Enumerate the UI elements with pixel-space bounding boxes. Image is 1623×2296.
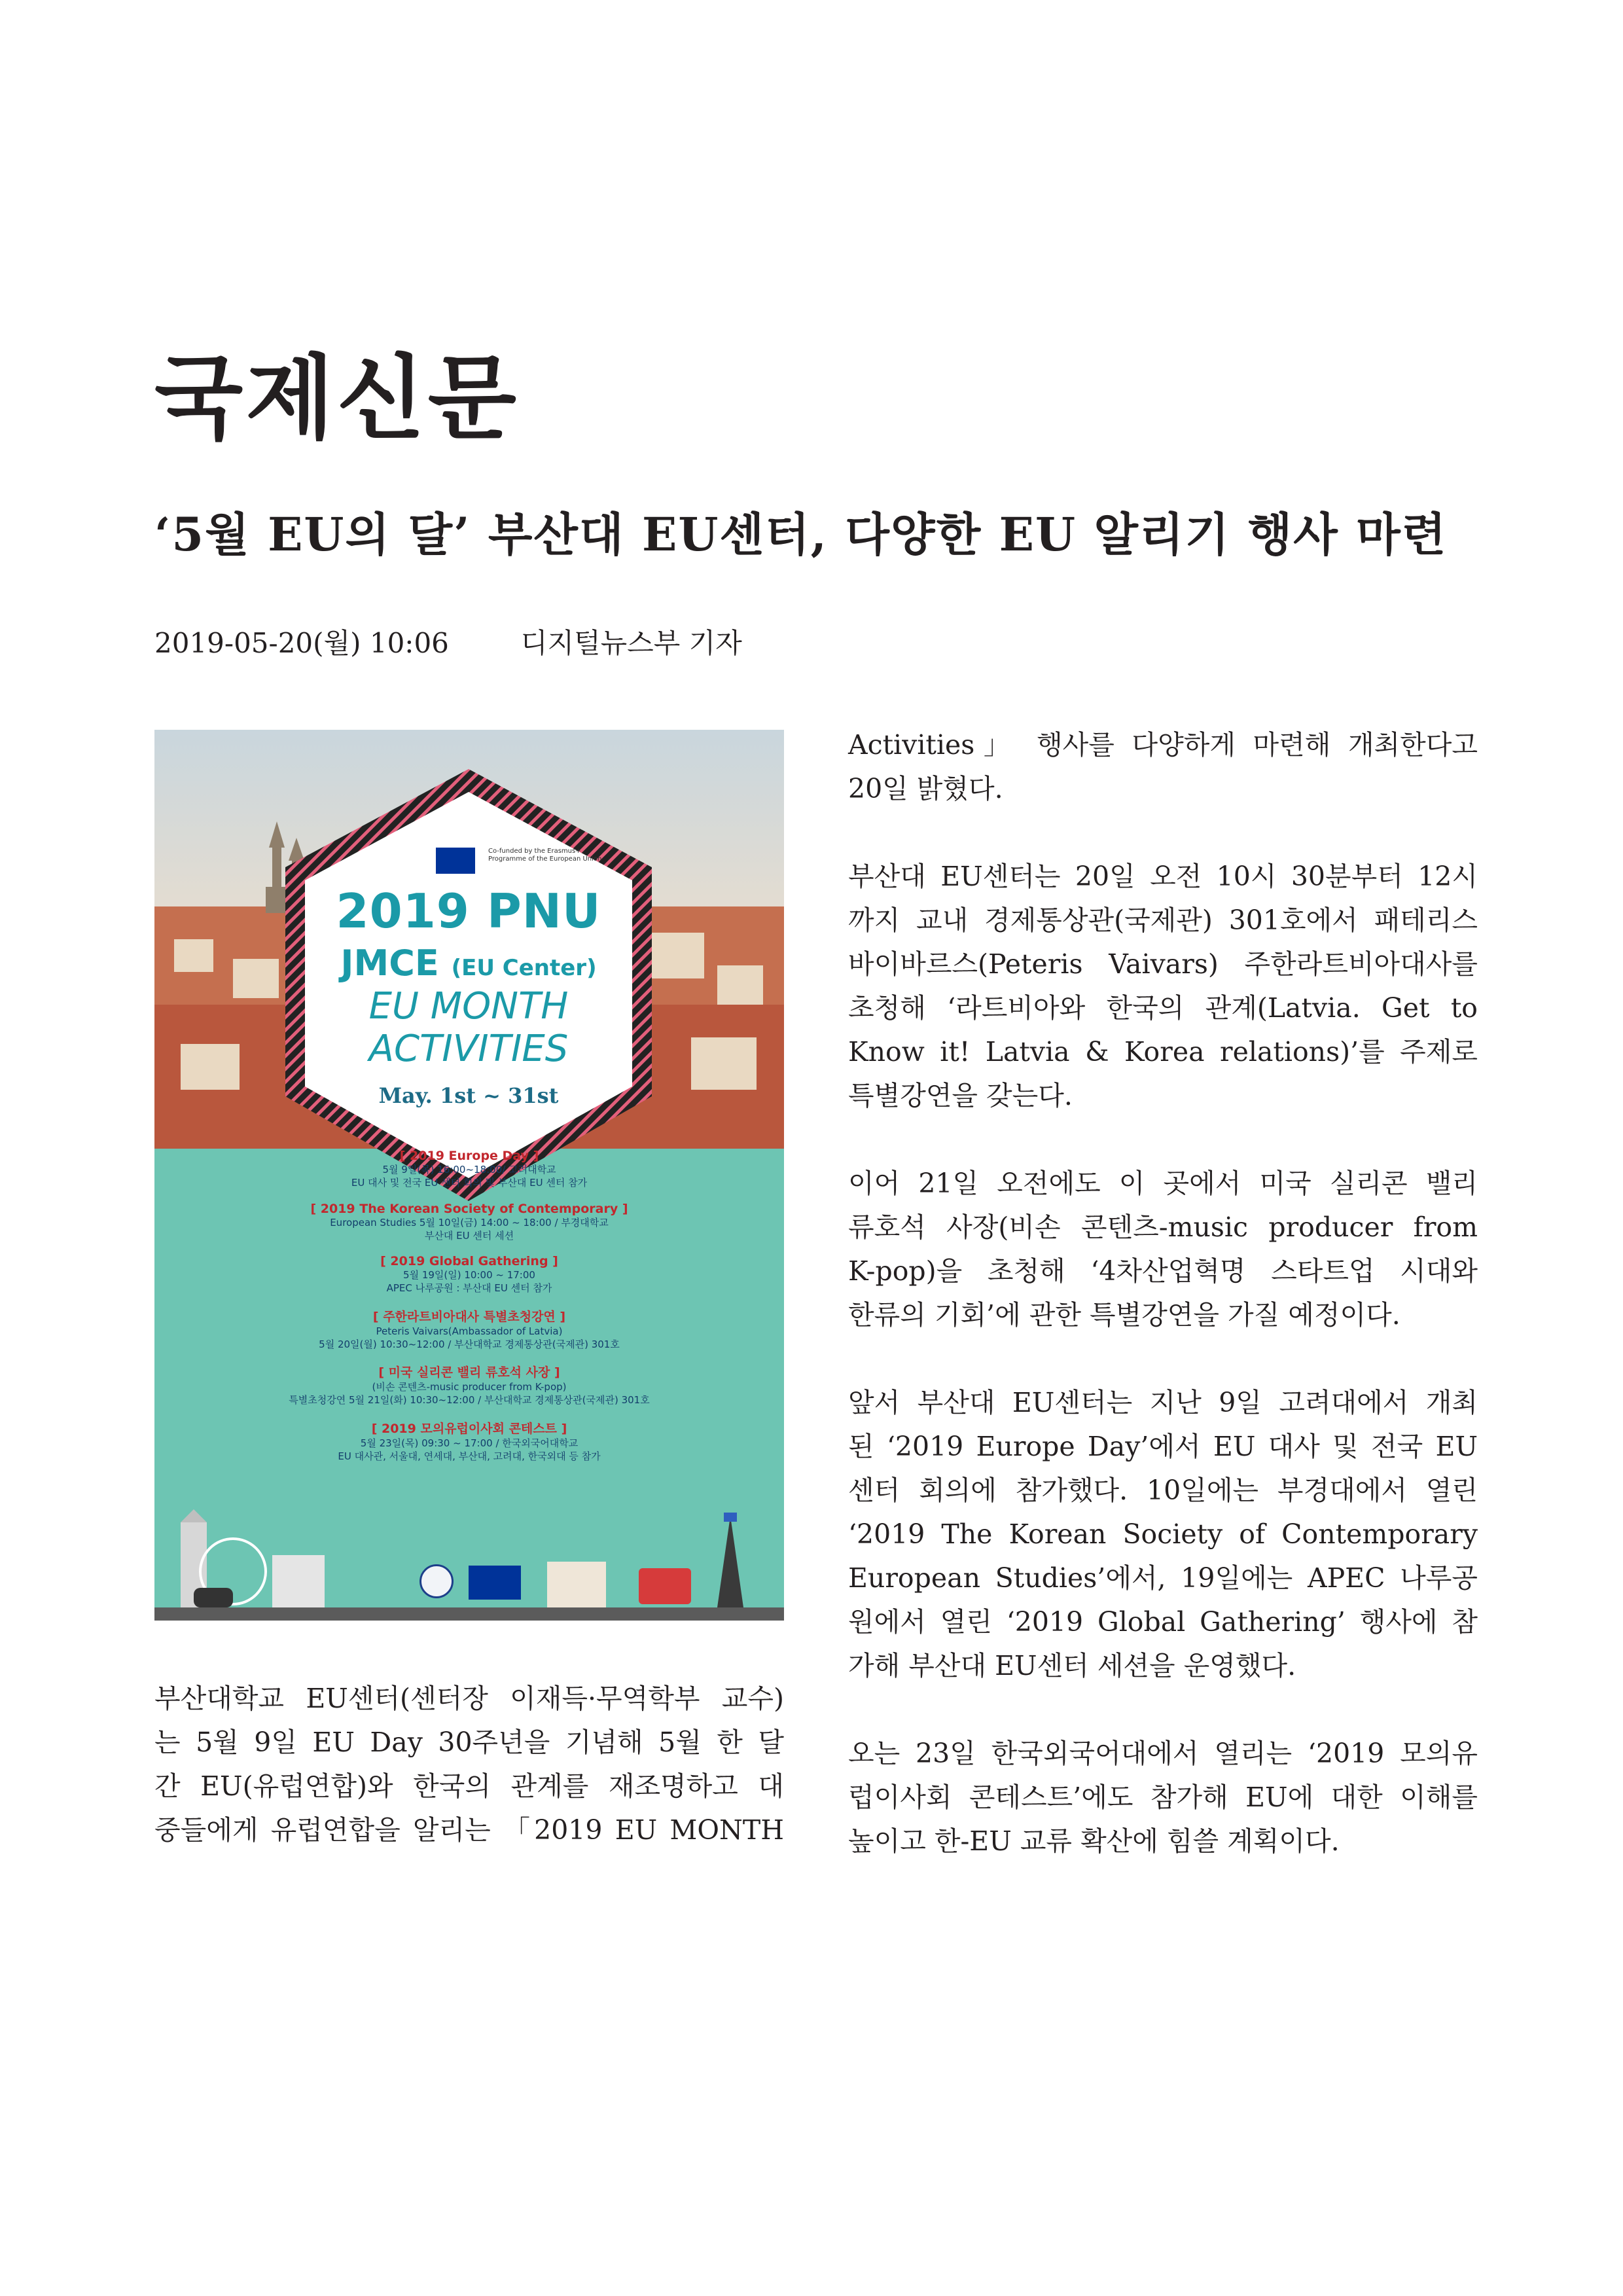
article-paragraph: [848, 1162, 1478, 1337]
article-line: 류호석 사장(비손 콘텐츠-music producer from: [848, 1211, 1478, 1243]
article-paragraph: [848, 1732, 1478, 1863]
article-column-left: [154, 1677, 784, 1852]
article-line: 20일 밝혔다.: [848, 773, 1003, 804]
reporter-name: 디지털뉴스부 기자: [520, 627, 742, 659]
article-line: 는 5월 9일 EU Day 30주년을 기념해 5월 한 달: [154, 1727, 784, 1758]
article-column-right: [848, 723, 1478, 1863]
event-detail: 5월 20일(월) 10:30~12:00 / 부산대학교 경제통상관(국제관) 301호: [319, 1338, 620, 1350]
poster-event-list: [154, 1149, 784, 1475]
event-title: [ 2019 모의유럽이사회 콘테스트 ]: [371, 1421, 567, 1436]
article-paragraph: [848, 855, 1478, 1118]
poster-title-line2: [272, 942, 665, 984]
article-line: 특별강연을 갖는다.: [848, 1080, 1073, 1111]
eu-flag-icon: [469, 1566, 521, 1600]
article-line: 초청해 ‘라트비아와 한국의 관계(Latvia. Get to: [848, 992, 1478, 1024]
event-detail: EU 대사관, 서울대, 연세대, 부산대, 고려대, 한국외대 등 참가: [338, 1450, 601, 1462]
article-line: 까지 교내 경제통상관(국제관) 301호에서 패테리스: [848, 905, 1478, 936]
event-detail: Peteris Vaivars(Ambassador of Latvia): [376, 1325, 563, 1337]
poster-title-line4: ACTIVITIES: [368, 1028, 569, 1070]
event-title: [ 2019 Global Gathering ]: [380, 1254, 558, 1268]
event-detail: 5월 9일(목) 16:00~18:00/ 고려대학교: [382, 1164, 556, 1175]
event-title: [ 주한라트비아대사 특별초청강연 ]: [372, 1309, 566, 1324]
article-line: European Studies’에서, 19일에는 APEC 나루공: [848, 1562, 1478, 1594]
event-poster-image: [154, 730, 784, 1621]
newspaper-masthead: 국제신문: [154, 346, 519, 452]
event-detail: 5월 23일(목) 09:30 ~ 17:00 / 한국외국어대학교: [360, 1437, 579, 1449]
event-detail: 5월 19일(일) 10:00 ~ 17:00: [403, 1269, 535, 1281]
article-line: ‘2019 The Korean Society of Contemporary: [848, 1518, 1478, 1550]
poster-event: [154, 1202, 784, 1243]
poster-jmce: JMCE: [340, 942, 439, 984]
event-detail: 특별초청강연 5월 21일(화) 10:30~12:00 / 부산대학교 경제통상관(국제관) 301호: [289, 1394, 650, 1407]
article-line: 럽이사회 콘테스트’에도 참가해 EU에 대한 이해를: [848, 1782, 1478, 1813]
article-byline: [154, 627, 742, 660]
poster-event: [154, 1419, 784, 1463]
event-detail: EU 대사 및 전국 EU 센터 회의 및 부산대 EU 센터 참가: [351, 1177, 588, 1189]
poster-date: May. 1st ~ 31st: [378, 1083, 559, 1108]
article-line: 한류의 기회’에 관한 특별강연을 가질 예정이다.: [848, 1299, 1400, 1331]
article-line: K-pop)을 초청해 ‘4차산업혁명 스타트업 시대와: [848, 1255, 1478, 1287]
article-line: 높이고 한-EU 교류 확산에 힘쓸 계획이다.: [848, 1825, 1340, 1857]
article-headline: ‘5월 EU의 달’ 부산대 EU센터, 다양한 EU 알리기 행사 마련: [154, 507, 1448, 562]
poster-event: [154, 1307, 784, 1352]
publish-date: 2019-05-20(월) 10:06: [154, 627, 449, 659]
article-line: 앞서 부산대 EU센터는 지난 9일 고려대에서 개최: [848, 1387, 1478, 1418]
poster-event: [154, 1254, 784, 1295]
event-detail: APEC 나루공원 : 부산대 EU 센터 참가: [386, 1282, 552, 1295]
event-title: [ 2019 The Korean Society of Contemporary ]: [310, 1201, 628, 1216]
cofund-text: Co-funded by the Erasmus+ Programme of the European Union: [488, 848, 602, 863]
article-line: 부산대학교 EU센터(센터장 이재득·무역학부 교수): [154, 1683, 784, 1714]
poster-event: [154, 1363, 784, 1407]
poster-title-line1: 2019 PNU: [336, 884, 601, 939]
article-paragraph: [848, 1381, 1478, 1688]
article-line: Know it! Latvia & Korea relations)’를 주제로: [848, 1036, 1478, 1067]
poster-eu-center: (EU Center): [451, 955, 597, 981]
poster-landmarks-illustration: [154, 1509, 784, 1621]
article-line: 간 EU(유럽연합)와 한국의 관계를 재조명하고 대: [154, 1770, 784, 1802]
poster-title-line3: EU MONTH: [368, 985, 569, 1028]
article-line: 중들에게 유럽연합을 알리는 「2019 EU MONTH: [154, 1814, 784, 1846]
article-line: 센터 회의에 참가했다. 10일에는 부경대에서 열린: [848, 1475, 1478, 1506]
event-detail: European Studies 5월 10일(금) 14:00 ~ 18:00 / 부경대학교: [330, 1216, 609, 1229]
event-title: [ 2019 Europe Day ]: [399, 1149, 539, 1163]
article-line: 원에서 열린 ‘2019 Global Gathering’ 행사에 참: [848, 1606, 1478, 1638]
article-line: Activities」 행사를 다양하게 마련해 개최한다고: [848, 729, 1478, 761]
article-line: 바이바르스(Peteris Vaivars) 주한라트비아대사를: [848, 948, 1478, 980]
pnu-logo-icon: [419, 1564, 454, 1598]
article-paragraph: [848, 723, 1478, 811]
poster-event: [154, 1149, 784, 1190]
event-title: [ 미국 실리콘 밸리 류호석 사장 ]: [378, 1365, 560, 1380]
article-line: 이어 21일 오전에도 이 곳에서 미국 실리콘 밸리: [848, 1168, 1478, 1199]
event-detail: 부산대 EU 센터 세션: [424, 1229, 514, 1242]
article-line: 가해 부산대 EU센터 세션을 운영했다.: [848, 1650, 1296, 1681]
article-line: 부산대 EU센터는 20일 오전 10시 30분부터 12시: [848, 861, 1478, 892]
event-detail: (비손 콘텐츠-music producer from K-pop): [372, 1381, 567, 1393]
article-line: 된 ‘2019 Europe Day’에서 EU 대사 및 전국 EU: [848, 1431, 1478, 1462]
article-line: 오는 23일 한국외국어대에서 열리는 ‘2019 모의유: [848, 1738, 1478, 1769]
